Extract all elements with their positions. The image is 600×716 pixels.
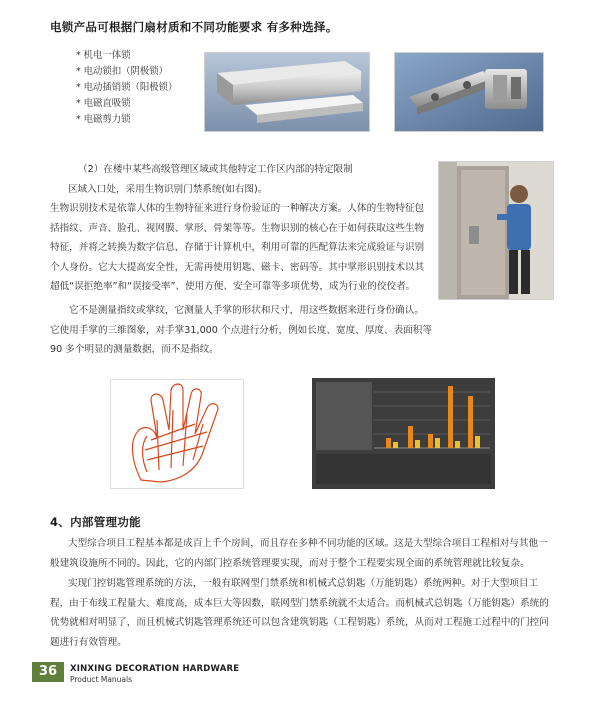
bar	[428, 434, 433, 448]
list-item: * 机电一体锁	[76, 50, 131, 61]
footer-brand-block	[70, 664, 310, 684]
section2-text	[50, 160, 426, 297]
bar	[415, 440, 420, 448]
magnetic-lock-photo	[204, 52, 370, 132]
section4-para1: 大型综合项目工程基本都是成百上千个房间，而且存在多种不同功能的区域。这是大型综合项目工程相对与其他一般建筑设施所不同的。因此，它的内部门控系统管理要实现，而对于整个工程要实现全面的系统管理就比较复杂。	[50, 538, 548, 569]
page-number-badge: 36	[32, 662, 64, 682]
footer-brand: XINXING DECORATION HARDWARE	[70, 664, 240, 674]
intro-heading: 电锁产品可根据门扇材质和不同功能要求 有多种选择。	[50, 20, 338, 34]
biometric-reader-photo	[438, 161, 554, 300]
section4-title: 4、内部管理功能	[50, 515, 141, 529]
electric-strike-photo	[394, 52, 544, 132]
section4-para2: 实现门控钥匙管理系统的方法，一般有联网型门禁系统和机械式总钥匙（万能钥匙）系统两种。对于大型项目工程，由于布线工程量大、难度高，成本巨大等因数，联网型门禁系统就不太适合。而机械式总钥匙（万能钥匙）系统的优势就相对明显了，而且机械式钥匙管理系统还可以包含建筑钥匙（工程钥匙）系统，从而对工程施工过程中的门控问题进行有效管理。	[50, 578, 549, 648]
section2-para2: 它不是测量指纹或掌纹，它测量人手掌的形状和尺寸，用这些数据来进行身份确认。它使用手掌的三维图象，对手掌31,000 个点进行分析，例如长度、宽度、厚度、表面积等90 多个明显的测量数据，而不是指纹。	[50, 305, 432, 355]
section2-line2: 区域入口处，采用生物识别门禁系统(如右图)。	[68, 183, 268, 195]
bar	[435, 438, 440, 448]
list-item: * 电动插销锁（阳极锁）	[76, 82, 178, 93]
bar	[386, 438, 391, 448]
bar	[393, 442, 398, 448]
bar	[408, 426, 413, 448]
list-item: * 电磁剪力锁	[76, 114, 131, 125]
footer-subtitle: Product Manuals	[70, 675, 133, 684]
bar	[448, 386, 453, 448]
hand-geometry-image	[110, 379, 244, 489]
bar	[455, 441, 460, 448]
list-item: * 电动锁扣（阴极锁）	[76, 66, 169, 77]
biometric-comparison-chart	[312, 378, 495, 489]
section2-para1: 生物识别技术是依靠人体的生物特征来进行身份验证的一种解决方案。人体的生物特征包括指纹、声音、脸孔、视网膜、掌形、骨架等等。生物识别的核心在于如何获取这些生物特征，并将之转换为数字信息，存储于计算机中，利用可靠的匹配算法来完成验证与识别个人身份。它大大提高安全性，无需再使用钥匙、磁卡、密码等。其中掌形识别技术以其超低“误拒绝率”和“误接受率”、使用方便、安全可靠等多项优势，成为行业的佼佼者。	[50, 203, 425, 292]
lock-type-list	[76, 48, 216, 128]
bar	[475, 436, 480, 448]
section2-line1: （2）在楼中某些高级管理区域或其他特定工作区内部的特定限制	[78, 164, 353, 175]
list-item: * 电磁直吸锁	[76, 98, 131, 109]
bar	[468, 396, 473, 448]
